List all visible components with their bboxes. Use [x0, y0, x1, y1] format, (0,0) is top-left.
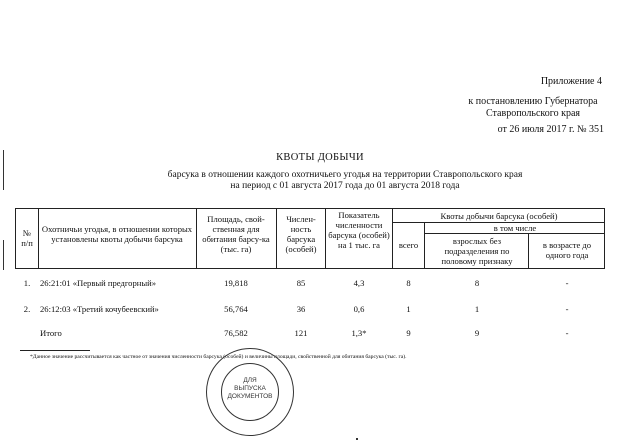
- including-divider: [424, 233, 605, 234]
- table-header-bottom-border: [15, 268, 605, 269]
- row-population: 36: [296, 304, 306, 314]
- row-num: 2.: [23, 304, 31, 314]
- total-adults: 9: [474, 328, 480, 338]
- subtitle-line-2: на период с 01 августа 2017 года до 01 августа 2018 года: [230, 181, 460, 191]
- row-hunting-area: 26:21:01 «Первый предгорный»: [40, 278, 157, 288]
- scan-edge-mark: [3, 240, 4, 270]
- decree-date: от 26 июля 2017 г. № 351: [497, 124, 604, 135]
- stamp-line-1: ДЛЯ: [243, 377, 257, 384]
- total-habitat-area: 76,582: [224, 328, 248, 338]
- total-density: 1,3*: [351, 328, 367, 338]
- total-population: 121: [294, 328, 308, 338]
- stamp-line-2: ВЫПУСКА: [234, 385, 266, 392]
- appendix-label: Приложение 4: [540, 76, 602, 87]
- header-total: всего: [398, 240, 419, 250]
- column-divider: [196, 208, 197, 268]
- row-adults: 8: [474, 278, 480, 288]
- row-hunting-area: 26:12:03 «Третий кочубеевский»: [40, 304, 159, 314]
- row-density: 4,3: [353, 278, 365, 288]
- header-density: Показатель численности барсука (особей) на 1 тыс. га: [328, 210, 390, 250]
- header-habitat-area: Площадь, свой-ственная для обитания барсу-ка (тыс. га): [202, 214, 270, 254]
- document-stamp: [206, 348, 294, 436]
- row-num: 1.: [23, 278, 31, 288]
- total-total: 9: [406, 328, 411, 338]
- stamp-line-3: ДОКУМЕНТОВ: [227, 393, 273, 400]
- row-habitat-area: 19,818: [224, 278, 248, 288]
- row-habitat-area: 56,764: [224, 304, 248, 314]
- column-divider: [424, 222, 425, 268]
- total-label: Итого: [40, 328, 62, 338]
- stamp-text: [219, 377, 281, 401]
- row-density: 0,6: [353, 304, 365, 314]
- column-divider: [38, 208, 39, 268]
- scan-edge-mark: [3, 150, 4, 190]
- column-divider: [276, 208, 277, 268]
- footnote: *Данное значение рассчитывается как частное от значения численности барсука (особей) и величины площади, свойственной для обитания барсука (тыс. га).: [30, 354, 407, 360]
- header-quota-group: Квоты добычи барсука (особей): [440, 211, 558, 221]
- footnote-separator: [20, 350, 90, 351]
- document-subtitle: [90, 170, 600, 192]
- document-title: КВОТЫ ДОБЫЧИ: [276, 152, 364, 163]
- header-num-line-2: п/п: [21, 238, 33, 248]
- total-juvenile: -: [565, 328, 569, 338]
- row-total: 1: [406, 304, 411, 314]
- header-under-one-year: в возрасте до одного года: [542, 240, 592, 260]
- subtitle-line-1: барсука в отношении каждого охотничьего угодья на территории Ставропольского края: [167, 170, 523, 180]
- header-population: Числен-ность барсука (особей): [285, 214, 317, 254]
- table-top-border: [15, 208, 605, 209]
- row-adults: 1: [474, 304, 480, 314]
- row-population: 85: [296, 278, 306, 288]
- column-divider: [325, 208, 326, 268]
- row-juvenile: -: [565, 278, 569, 288]
- header-hunting-area: Охотничьи угодья, в отношении которых установлены квоты добычи барсука: [41, 224, 193, 244]
- column-divider: [604, 208, 605, 268]
- row-juvenile: -: [565, 304, 569, 314]
- scan-dot: [356, 438, 358, 440]
- decree-reference: [458, 96, 608, 120]
- row-total: 8: [406, 278, 411, 288]
- header-num: [16, 228, 38, 248]
- decree-line-1: к постановлению Губернатора: [468, 96, 598, 107]
- decree-line-2: Ставропольского края: [486, 108, 580, 119]
- column-divider: [392, 208, 393, 268]
- header-including: в том числе: [493, 223, 537, 233]
- header-num-line-1: №: [22, 228, 32, 238]
- header-adults: взрослых без подразделения по половому признаку: [441, 236, 513, 266]
- column-divider: [528, 233, 529, 268]
